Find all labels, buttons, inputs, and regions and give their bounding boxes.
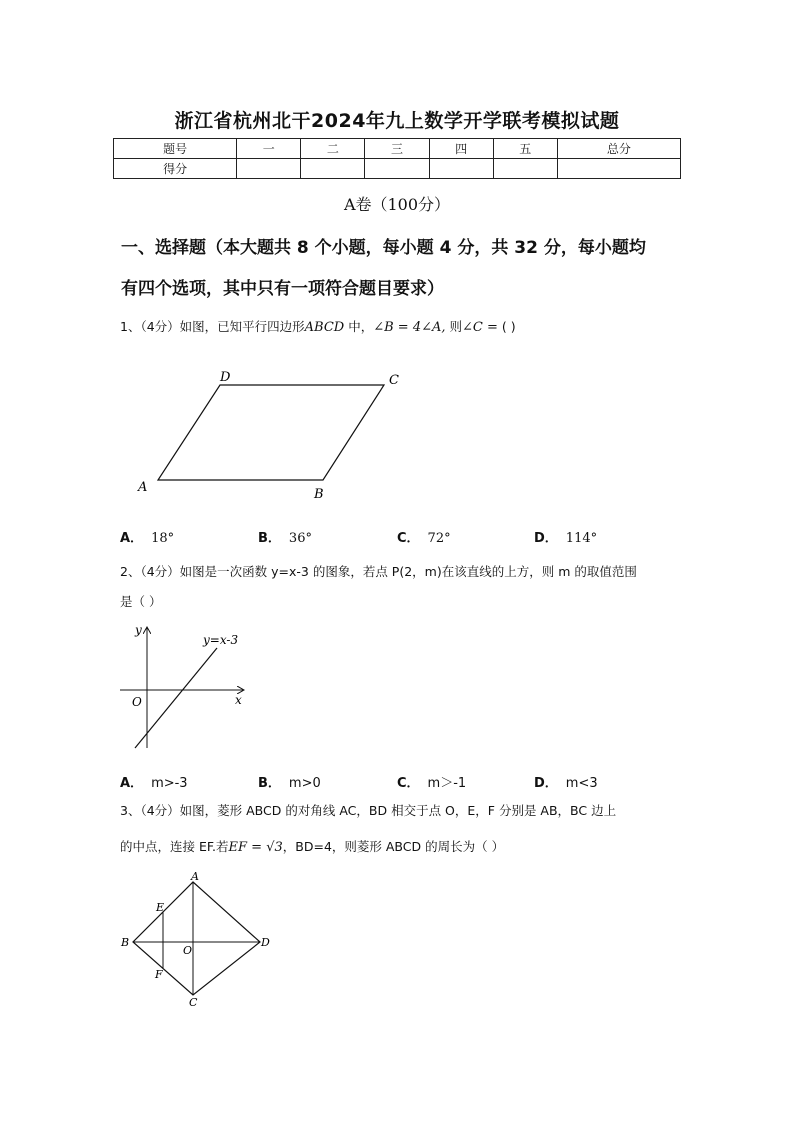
score-blank	[237, 159, 301, 179]
exam-title: 浙江省杭州北干2024年九上数学开学联考模拟试题	[174, 110, 620, 132]
score-cell: 二	[301, 139, 365, 159]
score-cell: 五	[493, 139, 557, 159]
score-blank	[493, 159, 557, 179]
option-letter: D．	[534, 776, 558, 791]
option-letter: B．	[258, 531, 281, 546]
label-B: B	[314, 487, 324, 502]
parallelogram-shape	[158, 385, 384, 480]
part-heading-line1: 一、选择题（本大题共 8 个小题，每小题 4 分，共 32 分，每小题均	[121, 238, 646, 258]
label-origin: O	[132, 695, 142, 709]
q2-linear-function-graph	[115, 620, 255, 755]
question-2-stem-line1: 2、（4分）如图是一次函数 y=x-3 的图象，若点 P(2，m)在该直线的上方，则 m 的取值范围	[120, 564, 637, 579]
label-O: O	[183, 944, 193, 957]
question-2-stem-line2: 是（ ）	[120, 594, 162, 609]
section-heading: A卷（100分）	[343, 195, 451, 214]
score-blank	[301, 159, 365, 179]
label-D: D	[220, 370, 231, 385]
option-letter: C．	[397, 776, 420, 791]
label-A: A	[138, 480, 148, 495]
label-D: D	[261, 936, 270, 949]
label-A: A	[191, 870, 199, 883]
label-C: C	[389, 373, 399, 388]
part-heading-line2: 有四个选项，其中只有一项符合题目要求）	[121, 279, 444, 299]
option-value: m<3	[565, 776, 598, 791]
option-letter: D．	[534, 531, 558, 546]
question-3-stem-line2	[120, 832, 685, 863]
q1-option-c[interactable]	[397, 527, 451, 546]
q1-ask: ∠C =	[462, 320, 498, 335]
score-table-header-row	[114, 139, 681, 159]
label-F: F	[155, 968, 163, 981]
score-table	[113, 138, 681, 179]
q1-ask-pre: 则	[445, 319, 462, 334]
q1-option-d[interactable]	[534, 527, 597, 546]
q1-option-a[interactable]	[120, 527, 174, 546]
score-cell: 总分	[557, 139, 680, 159]
q2-option-c[interactable]	[397, 772, 466, 791]
q1-shape: ABCD	[304, 320, 345, 335]
option-value: 72°	[427, 531, 451, 546]
q3-line2-post: ，BD=4，则菱形 ABCD 的周长为（ ）	[282, 839, 505, 854]
question-3-stem-line1: 3、（4分）如图，菱形 ABCD 的对角线 AC，BD 相交于点 O，E，F 分别是 AB，BC 边上	[120, 803, 617, 818]
score-cell: 四	[429, 139, 493, 159]
label-E: E	[156, 901, 165, 914]
option-letter: C．	[397, 531, 420, 546]
score-cell: 三	[365, 139, 429, 159]
q1-option-b[interactable]	[258, 527, 312, 546]
option-value: 18°	[151, 531, 175, 546]
q1-mid: 中，	[344, 319, 374, 334]
option-letter: B．	[258, 776, 281, 791]
option-value: m＞-1	[427, 776, 467, 791]
option-value: m>-3	[151, 776, 188, 791]
label-x: x	[235, 693, 242, 707]
q3-rhombus-figure	[115, 870, 275, 1010]
score-cell: 题号	[114, 139, 237, 159]
score-blank	[557, 159, 680, 179]
label-B: B	[121, 936, 130, 949]
rhombus-shape	[133, 882, 260, 995]
q2-option-b[interactable]	[258, 772, 321, 791]
q2-option-d[interactable]	[534, 772, 598, 791]
label-y: y	[135, 623, 142, 637]
score-blank	[365, 159, 429, 179]
label-line: y=x-3	[203, 633, 239, 647]
score-blank	[429, 159, 493, 179]
question-1-stem	[120, 312, 685, 343]
score-table-score-row	[114, 159, 681, 179]
label-C: C	[189, 996, 198, 1009]
q3-line2-math: EF = √3	[228, 840, 283, 855]
score-cell: 一	[237, 139, 301, 159]
q1-ask-post: ( )	[497, 319, 516, 334]
q3-line2-pre: 的中点，连接 EF.若	[120, 839, 229, 854]
score-cell: 得分	[114, 159, 237, 179]
option-value: 36°	[288, 531, 312, 546]
option-letter: A．	[120, 531, 144, 546]
q1-parallelogram-figure	[130, 365, 410, 505]
q1-prefix: 1、（4分）如图，已知平行四边形	[120, 319, 305, 334]
option-value: 114°	[565, 531, 598, 546]
option-letter: A．	[120, 776, 144, 791]
q2-option-a[interactable]	[120, 772, 188, 791]
q1-condition: ∠B = 4∠A,	[373, 320, 446, 335]
option-value: m>0	[288, 776, 321, 791]
